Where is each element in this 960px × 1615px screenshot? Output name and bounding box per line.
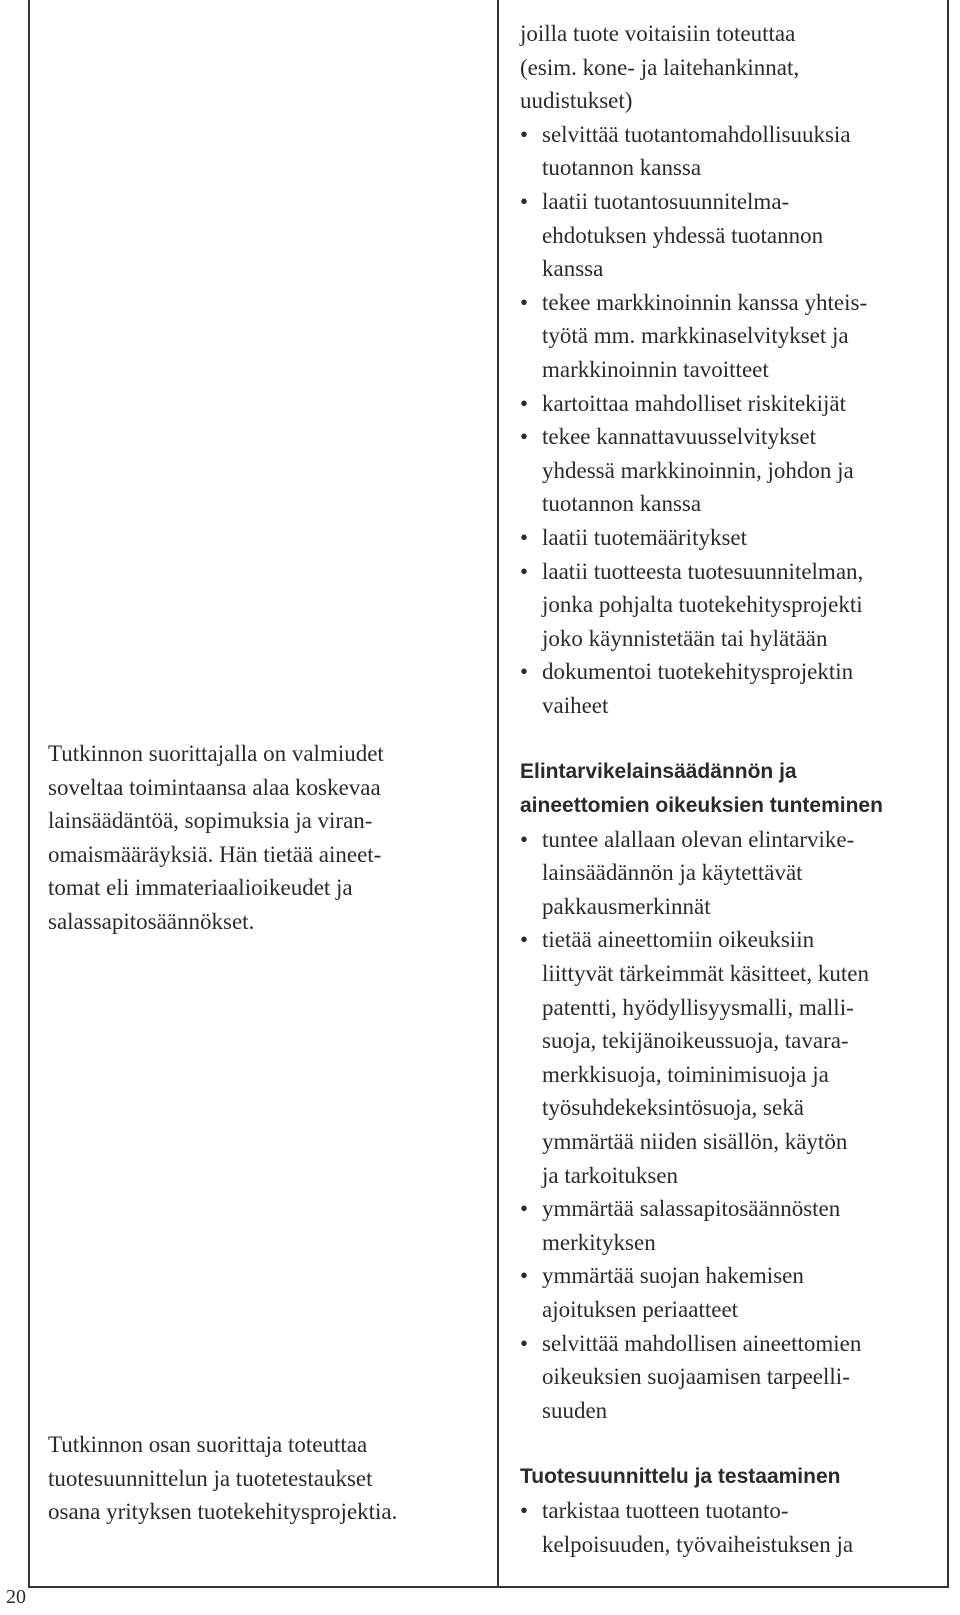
list-item — [520, 555, 940, 656]
bullet-icon: • — [520, 289, 529, 315]
list-item-line: ymmärtää salassapitosäännösten — [542, 1196, 841, 1222]
bullet-icon: • — [520, 1497, 529, 1523]
list-item — [520, 118, 940, 185]
list-item-line: tarkistaa tuotteen tuotanto- — [542, 1497, 789, 1523]
section-title: Tuotesuunnittelu ja testaaminen — [520, 1465, 841, 1489]
bullet-icon: • — [520, 1263, 529, 1289]
list-item-line: merkkisuoja, toiminimisuoja ja — [542, 1061, 829, 1087]
text-line: Elintarvikelainsäädännön ja — [520, 760, 797, 784]
column-divider — [497, 0, 499, 1588]
text-line: soveltaa toimintaansa alaa koskevaa — [48, 774, 381, 800]
left-block-competence — [48, 737, 478, 939]
list-item-line: kanssa — [542, 256, 604, 282]
list-item — [520, 185, 940, 286]
bullet-list — [520, 118, 940, 723]
list-item-line: tekee kannattavuusselvitykset — [542, 424, 817, 450]
list-item-line: tuotannon kanssa — [542, 155, 702, 181]
list-item-line: tietää aineettomiin oikeuksiin — [542, 927, 815, 953]
bullet-icon: • — [520, 558, 529, 584]
bullet-icon: • — [520, 826, 529, 852]
list-item-line: merkityksen — [542, 1229, 656, 1255]
list-item-line: tuntee alallaan olevan elintarvike- — [542, 826, 855, 852]
right-column — [520, 17, 940, 1561]
list-item-line: lainsäädännön ja käytettävät — [542, 860, 803, 886]
list-item-line: liittyvät tärkeimmät käsitteet, kuten — [542, 961, 870, 987]
bullet-icon: • — [520, 1196, 529, 1222]
text-line: uudistukset) — [520, 88, 633, 114]
list-item — [520, 1259, 940, 1326]
text-line: joilla tuote voitaisiin toteuttaa — [520, 21, 796, 46]
list-item-line: ja tarkoituksen — [542, 1162, 679, 1188]
list-item-line: markkinoinnin tavoitteet — [542, 356, 769, 382]
continued-text — [520, 17, 940, 118]
bullet-icon: • — [520, 390, 529, 416]
bullet-icon: • — [520, 927, 529, 953]
list-item — [520, 1192, 940, 1259]
list-item-line: joko käynnistetään tai hylätään — [542, 625, 828, 651]
section-title — [520, 755, 940, 822]
list-item-line: kelpoisuuden, työvaiheistuksen ja — [542, 1531, 854, 1557]
list-item-line: työsuhdekeksintösuoja, sekä — [542, 1095, 804, 1121]
list-item — [520, 286, 940, 387]
left-block-task — [48, 1428, 478, 1529]
list-item — [520, 923, 940, 1192]
text-line: osana yrityksen tuotekehitysprojektia. — [48, 1499, 398, 1525]
list-item-line: ymmärtää niiden sisällön, käytön — [542, 1129, 848, 1154]
list-item-line: työtä mm. markkinaselvitykset ja — [542, 323, 849, 349]
bullet-icon: • — [520, 424, 529, 450]
list-item-line: oikeuksien suojaamisen tarpeelli- — [542, 1364, 850, 1390]
list-item — [520, 1327, 940, 1428]
list-item — [520, 420, 940, 521]
list-item — [520, 655, 940, 722]
list-item-line: ehdotuksen yhdessä tuotannon — [542, 222, 824, 248]
list-item — [520, 521, 940, 555]
list-item-line: dokumentoi tuotekehitysprojektin — [542, 659, 854, 685]
text-line: tuotesuunnittelun ja tuotetestaukset — [48, 1465, 373, 1491]
bullet-list — [520, 1494, 940, 1561]
text-line: Tutkinnon osan suorittaja toteuttaa — [48, 1432, 368, 1457]
spacer — [520, 1427, 940, 1460]
list-item-line: laatii tuotantosuunnitelma- — [542, 188, 790, 214]
list-item-line: ymmärtää suojan hakemisen — [542, 1263, 804, 1289]
list-item — [520, 823, 940, 924]
bullet-icon: • — [520, 188, 529, 214]
text-line: salassapitosäännökset. — [48, 908, 255, 934]
bullet-icon: • — [520, 659, 529, 685]
list-item-line: laatii tuotteesta tuotesuunnitelman, — [542, 558, 864, 584]
bullet-icon: • — [520, 1330, 529, 1356]
page-number: 20 — [6, 1586, 26, 1608]
list-item-line: ajoituksen periaatteet — [542, 1296, 739, 1322]
list-item-line: suoja, tekijänoikeussuoja, tavara- — [542, 1028, 849, 1054]
list-item-line: selvittää mahdollisen aineettomien — [542, 1330, 862, 1356]
list-item-line: patentti, hyödyllisyysmalli, malli- — [542, 994, 854, 1020]
bullet-icon: • — [520, 121, 529, 147]
text-line: (esim. kone- ja laitehankinnat, — [520, 54, 800, 80]
spacer — [520, 722, 940, 755]
text-line: aineettomien oikeuksien tunteminen — [520, 794, 883, 818]
list-item-line: yhdessä markkinoinnin, johdon ja — [542, 457, 854, 483]
text-line: omaismääräyksiä. Hän tietää aineet- — [48, 841, 382, 867]
text-line: tomat eli immateriaalioikeudet ja — [48, 875, 353, 901]
bullet-icon: • — [520, 524, 529, 550]
list-item-line: selvittää tuotantomahdollisuuksia — [542, 121, 851, 147]
list-item-line: pakkausmerkinnät — [542, 893, 711, 919]
text-line: lainsäädäntöä, sopimuksia ja viran- — [48, 808, 373, 834]
list-item-line: laatii tuotemääritykset — [542, 524, 748, 550]
list-item — [520, 387, 940, 421]
list-item-line: suuden — [542, 1397, 608, 1423]
text-line: Tutkinnon suorittajalla on valmiudet — [48, 741, 384, 766]
list-item-line: tuotannon kanssa — [542, 491, 702, 517]
bullet-list — [520, 823, 940, 1428]
list-item-line: jonka pohjalta tuotekehitysprojekti — [542, 592, 863, 618]
list-item-line: tekee markkinoinnin kanssa yhteis- — [542, 289, 868, 315]
list-item-line: kartoittaa mahdolliset riskitekijät — [542, 390, 847, 416]
list-item — [520, 1494, 940, 1561]
list-item-line: vaiheet — [542, 692, 609, 718]
